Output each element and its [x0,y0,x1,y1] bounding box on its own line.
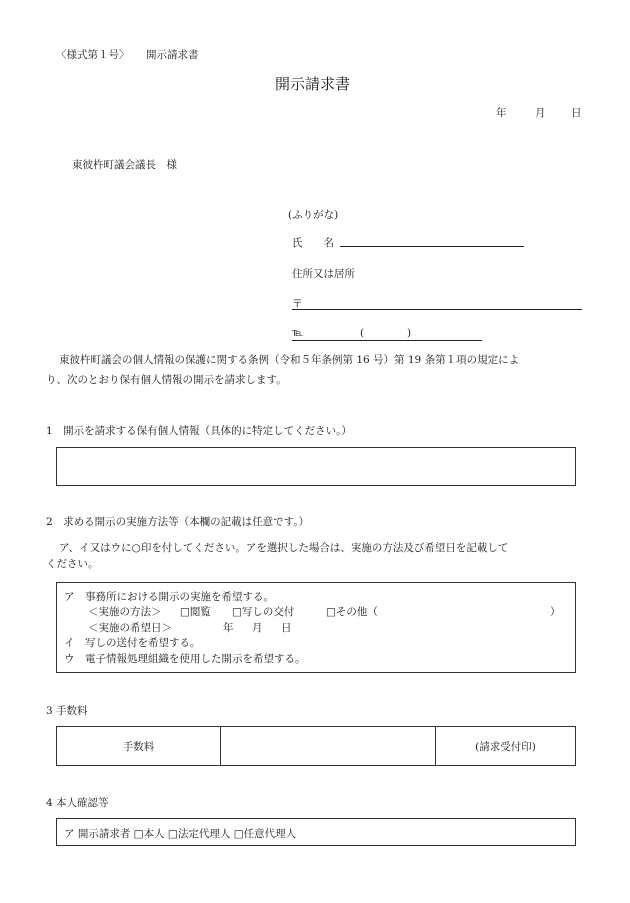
tel-paren-open: ( [360,327,365,339]
form-kind-label: 開示請求書 [146,49,199,61]
fee-label: 手数料 [57,727,221,766]
option-u[interactable]: ウ 電子情報処理組織を使用した開示を希望する。 [64,653,306,665]
tel-paren-close: ) [407,327,412,339]
section-2-note-2: ください。 [46,558,99,570]
section-4-heading: 4 本人確認等 [46,797,109,809]
desired-date-year: 年 [223,622,234,634]
identity-box [56,818,576,846]
postal-mark: 〒 [292,298,303,310]
reception-stamp-label: (請求受付印) [436,727,576,766]
date-month: 月 [535,107,546,119]
section-2-heading: 2 求める開示の実施方法等（本欄の記載は任意です。） [46,516,310,528]
furigana-label: (ふりがな) [288,209,339,221]
identity-options[interactable]: ア 開示請求者 □本人 □法定代理人 □任意代理人 [64,828,297,840]
name-label: 氏 名 [292,237,334,249]
method-other-close: ） [550,606,561,618]
fee-table [56,726,576,766]
name-field[interactable] [340,246,524,247]
desired-date-month: 月 [252,622,263,634]
section-3-heading: 3 手数料 [46,705,88,717]
option-i[interactable]: イ 写しの送付を希望する。 [64,637,201,649]
tel-field[interactable] [292,340,482,341]
date-year: 年 [496,107,507,119]
section-2-note-1: ア、イ又はウに○印を付してください。アを選択した場合は、実施の方法及び希望日を記載して [59,542,509,554]
method-options-box [56,582,576,673]
tel-mark: ℡ [292,327,304,339]
desired-date-day: 日 [281,622,292,634]
method-label: ＜実施の方法＞ [88,606,162,618]
date-day: 日 [571,107,582,119]
address-label: 住所又は居所 [292,268,355,280]
method-copy-checkbox[interactable]: □写しの交付 [232,606,295,618]
method-other-checkbox[interactable]: □その他（ [326,606,378,618]
fee-value-field[interactable] [221,727,436,766]
form-number: 〈様式第１号〉 [56,49,130,61]
address-field[interactable] [292,309,582,310]
date-label: ＜実施の希望日＞ [88,622,172,634]
intro-line-2: り、次のとおり保有個人情報の開示を請求します。 [46,374,287,386]
intro-line-1: 東彼杵町議会の個人情報の保護に関する条例（令和５年条例第 16 号）第 19 条第１項の規定によ [59,354,520,366]
addressee: 東彼杵町議会議長 様 [72,159,177,171]
section-1-heading: 1 開示を請求する保有個人情報（具体的に特定してください。） [46,425,352,437]
document-title: 開示請求書 [275,75,351,93]
option-a[interactable]: ア 事務所における開示の実施を希望する。 [64,591,274,603]
fee-row [57,727,576,766]
requested-info-field[interactable] [56,447,576,486]
method-view-checkbox[interactable]: □閲覧 [180,606,211,618]
